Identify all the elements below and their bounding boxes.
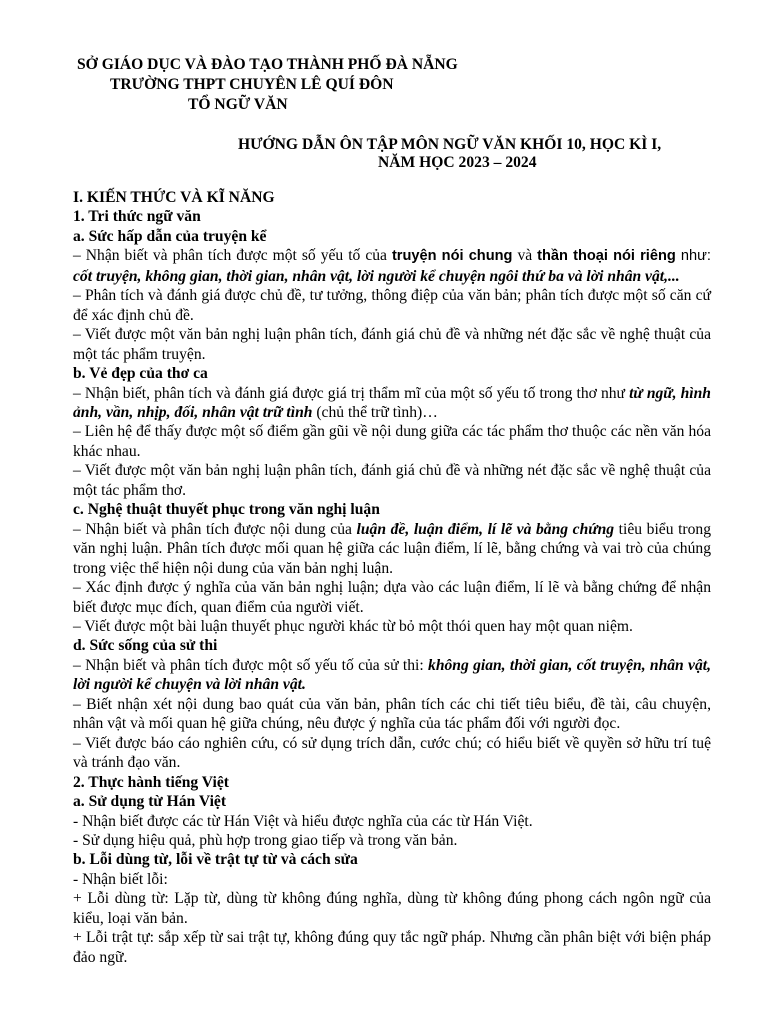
paragraph: + Lỗi trật tự: sắp xếp từ sai trật tự, không đúng quy tắc ngữ pháp. Nhưng cần phân biệt với biện pháp đảo ngữ. (73, 929, 711, 966)
item-heading: a. Sức hấp dẫn của truyện kể (73, 227, 267, 245)
paragraph: – Phân tích và đánh giá được chủ đề, tư tưởng, thông điệp của văn bản; phân tích được một số căn cứ để xác định chủ đề. (73, 287, 711, 324)
paragraph: – Viết được một văn bản nghị luận phân tích, đánh giá chủ đề và những nét đặc sắc về nghệ thuật của một tác phẩm truyện. (73, 326, 711, 363)
paragraph: - Nhận biết được các từ Hán Việt và hiểu được nghĩa của các từ Hán Việt. (73, 812, 533, 830)
paragraph: – Liên hệ để thấy được một số điểm gần gũi về nội dung giữa các tác phẩm thơ thuộc các nền văn hóa khác nhau. (73, 423, 711, 460)
document-body (73, 188, 711, 967)
paragraph: – Nhận biết, phân tích và đánh giá được giá trị thẩm mĩ của một số yếu tố trong thơ như từ ngữ, hình ảnh, vần, nhịp, đối, nhân vật trữ tình (chủ thể trữ tình)… (73, 384, 711, 421)
subsection-heading: 2. Thực hành tiếng Việt (73, 773, 229, 791)
paragraph: – Nhận biết và phân tích được nội dung của luận đề, luận điểm, lí lẽ và bằng chứng tiêu biểu trong văn nghị luận. Phân tích được mối quan hệ giữa các luận điểm, lí lẽ, bằng chứng và vai trò của chúng trong việc thể hiện nội dung của văn bản nghị luận. (73, 520, 712, 577)
paragraph: – Viết được một văn bản nghị luận phân tích, đánh giá chủ đề và những nét đặc sắc về nghệ thuật của một tác phẩm thơ. (73, 462, 711, 499)
section-heading: I. KIẾN THỨC VÀ KĨ NĂNG (73, 189, 275, 206)
paragraph: – Viết được báo cáo nghiên cứu, có sử dụng trích dẫn, cước chú; có hiểu biết về quyền sở hữu trí tuệ và tránh đạo văn. (73, 734, 711, 772)
document-title-line1: HƯỚNG DẪN ÔN TẬP MÔN NGỮ VĂN KHỐI 10, HỌC KÌ I, (238, 136, 662, 153)
document-title-line2: NĂM HỌC 2023 – 2024 (378, 154, 537, 171)
header-school: TRƯỜNG THPT CHUYÊN LÊ QUÍ ĐÔN (110, 76, 394, 93)
paragraph: + Lỗi dùng từ: Lặp từ, dùng từ không đúng nghĩa, dùng từ không đúng phong cách ngôn ngữ của kiểu, loại văn bản. (73, 890, 711, 927)
subsection-heading: 1. Tri thức ngữ văn (73, 208, 201, 226)
paragraph: – Viết được một bài luận thuyết phục người khác từ bỏ một thói quen hay một quan niệm. (73, 617, 633, 635)
item-heading: b. Lỗi dùng từ, lỗi về trật tự từ và cách sửa (73, 851, 358, 869)
paragraph: – Nhận biết và phân tích được một số yếu tố của sử thi: không gian, thời gian, cốt truyện, nhân vật, lời người kể chuyện và lời nhân vật. (73, 656, 711, 694)
item-heading: d. Sức sống của sử thi (73, 637, 218, 655)
item-heading: b. Vẻ đẹp của thơ ca (73, 365, 208, 383)
header-department: SỞ GIÁO DỤC VÀ ĐÀO TẠO THÀNH PHỐ ĐÀ NẴNG (77, 56, 458, 73)
item-heading: c. Nghệ thuật thuyết phục trong văn nghị luận (73, 501, 380, 519)
header-group: TỔ NGỮ VĂN (188, 96, 288, 113)
item-heading: a. Sử dụng từ Hán Việt (73, 793, 227, 811)
paragraph: – Xác định được ý nghĩa của văn bản nghị luận; dựa vào các luận điểm, lí lẽ và bằng chứng để nhận biết được mục đích, quan điểm của người viết. (73, 579, 711, 616)
paragraph: – Biết nhận xét nội dung bao quát của văn bản, phân tích các chi tiết tiêu biểu, đề tài, câu chuyện, nhân vật và mối quan hệ giữa chúng, nêu được ý nghĩa của tác phẩm đối với người đọc. (73, 695, 711, 733)
paragraph: - Nhận biết lỗi: (73, 870, 168, 888)
paragraph: – Nhận biết và phân tích được một số yếu tố của truyện nói chung và thần thoại nói riêng như: cốt truyện, không gian, thời gian, nhân vật, lời người kể chuyện ngôi thứ ba và lời nhân vật,... (73, 247, 711, 285)
paragraph: - Sử dụng hiệu quả, phù hợp trong giao tiếp và trong văn bản. (73, 831, 458, 849)
